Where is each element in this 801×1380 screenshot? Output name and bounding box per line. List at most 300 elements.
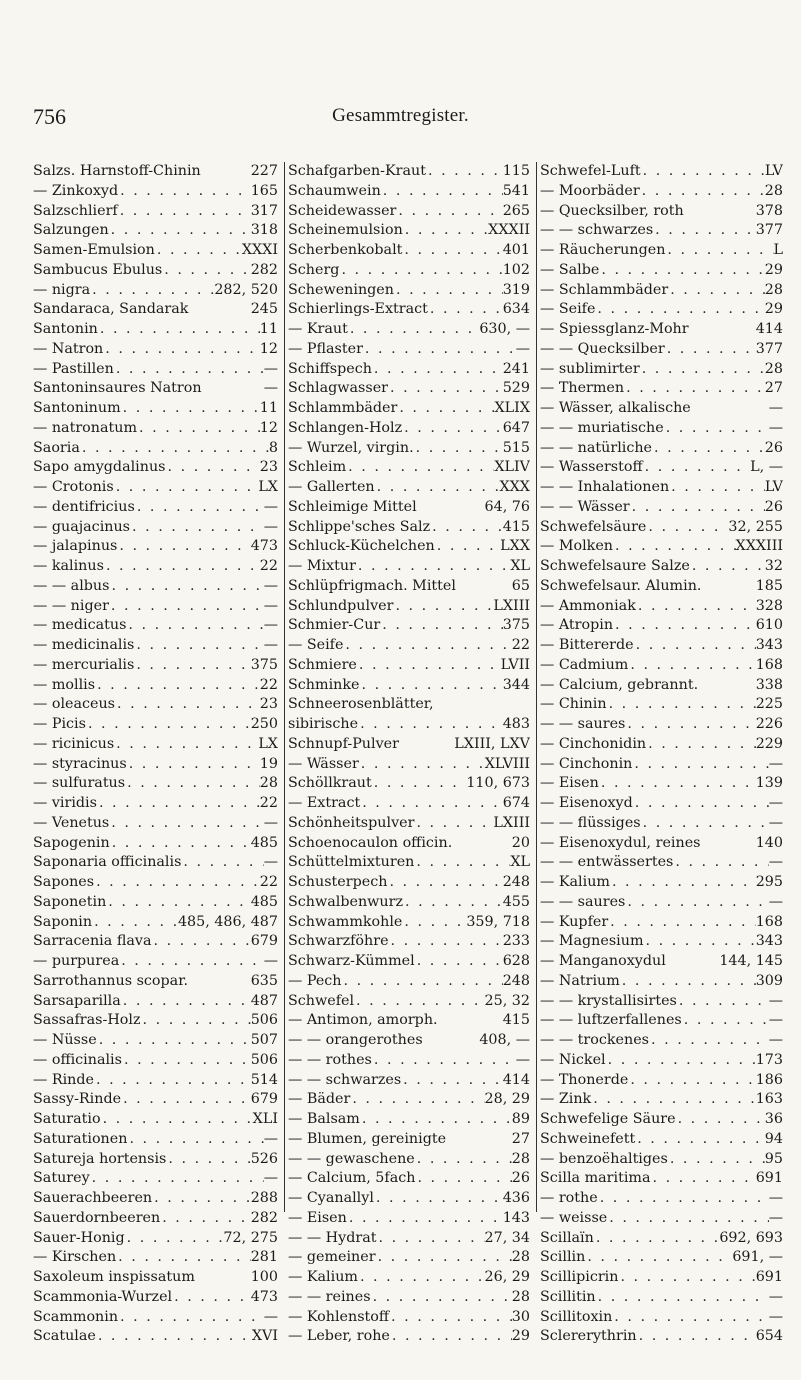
index-term: — Antimon, amorph. (288, 1012, 438, 1029)
index-entry (288, 557, 530, 577)
index-term: — guajacinus (33, 518, 131, 535)
index-entry (288, 992, 530, 1012)
leader-dots (376, 1248, 512, 1268)
index-term: Salzschlierf (33, 202, 118, 219)
page-reference: 22 (259, 874, 278, 890)
leader-dots (356, 557, 510, 577)
page-reference: LXIII, LXV (454, 735, 530, 752)
leader-dots (646, 518, 728, 538)
index-entry (288, 676, 530, 696)
page-reference: 26 (764, 439, 783, 456)
index-term: Schweinefett (540, 1130, 636, 1147)
index-entry (33, 379, 278, 399)
leader-dots (435, 537, 500, 557)
index-term: — Zinkoxyd (33, 182, 119, 199)
page-reference: 248 (502, 874, 530, 890)
leader-dots (624, 379, 765, 399)
page-reference: — (263, 577, 278, 594)
index-entry (288, 1110, 530, 1130)
leader-dots (357, 656, 501, 676)
page-reference: 32, 255 (728, 518, 783, 535)
page-reference: 12 (259, 340, 278, 357)
index-entry (540, 498, 783, 518)
index-entry (33, 1268, 278, 1288)
page-reference: 414 (502, 1071, 530, 1088)
leader-dots (610, 873, 756, 893)
index-term: Schmier-Cur (288, 617, 381, 634)
index-entry (540, 261, 783, 281)
page-reference: 28 (511, 1249, 530, 1266)
index-entry (540, 182, 783, 202)
index-entry (33, 656, 278, 676)
page-reference: 282 (250, 1209, 278, 1226)
index-term: Schlammbäder (288, 400, 398, 416)
index-term: — Molken (540, 538, 613, 555)
index-entry (540, 340, 783, 360)
index-entry (540, 1090, 783, 1110)
page-reference: 20 (511, 834, 530, 851)
page-reference: — (263, 854, 278, 871)
index-entry (288, 1150, 530, 1170)
index-entry (33, 557, 278, 577)
index-term: — — luftzerfallenes (540, 1012, 682, 1029)
page-reference: 377 (755, 222, 783, 239)
index-term: — sublimirter (540, 360, 640, 377)
page-reference: 19 (259, 755, 278, 772)
index-term: — nigra (33, 281, 91, 298)
index-entry (33, 992, 278, 1012)
page-reference: 378 (755, 202, 783, 219)
page-reference: 144, 145 (719, 953, 783, 969)
page-reference: 23 (259, 459, 278, 476)
page-reference: 328 (755, 597, 783, 614)
index-entry (540, 1308, 783, 1328)
leader-dots (401, 1071, 503, 1091)
leader-dots (402, 241, 502, 261)
page-reference: 507 (250, 1032, 278, 1048)
page-reference: 29 (511, 1328, 530, 1345)
index-entry (540, 814, 783, 834)
page-reference: — (263, 1308, 278, 1325)
leader-dots (115, 695, 260, 715)
page-reference: 483 (502, 716, 530, 732)
leader-dots (402, 913, 466, 933)
index-term: Schoenocaulon officin. (288, 834, 453, 851)
page-reference: 343 (755, 933, 783, 950)
index-entry (33, 695, 278, 715)
index-entry (540, 597, 783, 617)
page-reference: 674 (502, 795, 530, 811)
index-entry (288, 873, 530, 893)
leader-dots (347, 1209, 503, 1229)
index-entry (540, 300, 783, 320)
page-reference: 29 (764, 261, 783, 278)
index-term: — Cinchonin (540, 755, 633, 772)
index-term: — Schlammbäder (540, 281, 669, 298)
page-reference: — (263, 380, 278, 397)
index-entry (540, 1051, 783, 1071)
index-entry (33, 873, 278, 893)
index-entry (33, 616, 278, 636)
index-entry (33, 1031, 278, 1051)
index-term: — Eisenoxyd (540, 795, 633, 811)
leader-dots (637, 1327, 756, 1347)
leader-dots (80, 439, 269, 459)
index-term: — Rinde (33, 1071, 94, 1088)
leader-dots (122, 1051, 251, 1071)
page-reference: 281 (250, 1249, 278, 1266)
page-reference: — (768, 1190, 783, 1206)
page-reference: 72, 275 (223, 1229, 278, 1246)
index-term: Saxoleum inspissatum (33, 1269, 195, 1285)
leader-dots (608, 913, 756, 933)
page-reference: 186 (755, 1071, 783, 1088)
page-reference: LX (258, 479, 278, 495)
index-entry (540, 162, 783, 182)
index-term: Saturationen (33, 1130, 128, 1147)
page-reference: 94 (764, 1130, 783, 1147)
index-entry (540, 972, 783, 992)
page-reference: 65 (511, 577, 530, 594)
index-entry (540, 1288, 783, 1308)
page-reference: — (263, 498, 278, 515)
index-entry (33, 676, 278, 696)
index-entry (540, 557, 783, 577)
page-reference: 654 (755, 1328, 783, 1345)
page-reference: 295 (755, 874, 783, 890)
index-term: — Eisenoxydul, reines (540, 834, 701, 851)
leader-dots (668, 1150, 765, 1170)
index-entry (540, 1189, 783, 1209)
index-entry (288, 498, 530, 518)
index-term: — — krystallisirtes (540, 992, 677, 1009)
page-reference: 168 (755, 913, 783, 930)
index-entry (540, 281, 783, 301)
leader-dots (618, 1268, 755, 1288)
page-reference: 343 (755, 637, 783, 653)
index-term: Saponetin (33, 893, 107, 910)
index-term: — Räucherungen (540, 242, 666, 258)
page-reference: 514 (250, 1071, 278, 1088)
leader-dots (665, 241, 773, 261)
leader-dots (137, 419, 260, 439)
page-reference: 28 (764, 360, 783, 377)
leader-dots (649, 1031, 769, 1051)
leader-dots (643, 458, 750, 478)
leader-dots (371, 1288, 512, 1308)
index-entry (288, 1229, 530, 1249)
index-entry (33, 498, 278, 518)
page-reference: 95 (764, 1150, 783, 1167)
index-entry (33, 518, 278, 538)
page-reference: 288 (250, 1190, 278, 1206)
index-term: Schminke (288, 676, 360, 693)
index-term: — Gallerten (288, 479, 375, 495)
index-entry (540, 636, 783, 656)
page-reference: — (768, 893, 783, 910)
index-term: — — Inhalationen (540, 479, 670, 495)
page-reference: 28 (511, 1288, 530, 1305)
index-term: — Ammoniak (540, 597, 636, 614)
index-entry (33, 439, 278, 459)
leader-dots (155, 241, 242, 261)
index-entry (540, 992, 783, 1012)
index-term: — Salbe (540, 261, 600, 278)
page-reference: XLI (252, 1111, 278, 1127)
index-entry (540, 1011, 783, 1031)
page-reference: 25, 32 (484, 992, 530, 1009)
index-entry (33, 853, 278, 873)
leader-dots (160, 1209, 251, 1229)
index-entry (540, 360, 783, 380)
index-entry (540, 1150, 783, 1170)
page-reference: 436 (502, 1190, 530, 1206)
page-reference: 22 (259, 558, 278, 574)
index-entry (33, 1308, 278, 1328)
index-term: Scillaïn (540, 1229, 594, 1246)
page-reference: 338 (755, 676, 783, 693)
index-term: Saturey (33, 1170, 90, 1187)
page-reference: 8 (268, 439, 278, 456)
leader-dots (90, 281, 214, 301)
index-entry (288, 616, 530, 636)
index-term: Schleimige Mittel (288, 498, 417, 515)
index-term: Sassy-Rinde (33, 1091, 122, 1108)
page-reference: XLIV (494, 459, 530, 476)
index-term: sibirische (288, 716, 359, 732)
index-term: Schwefelsäure (540, 518, 647, 535)
index-term: — Calcium, gebrannt. (540, 676, 699, 693)
page-reference: 11 (259, 400, 278, 416)
index-term: — Kraut (288, 321, 348, 337)
index-entry (540, 1229, 783, 1249)
index-entry (33, 774, 278, 794)
page-reference: 100 (250, 1269, 278, 1285)
page-reference: 227 (250, 163, 278, 179)
page-reference: 692, 693 (719, 1229, 783, 1246)
leader-dots (348, 320, 479, 340)
index-entry (33, 182, 278, 202)
page-reference: — (768, 854, 783, 871)
page-reference: 248 (502, 972, 530, 989)
index-entry (288, 202, 530, 222)
leader-dots (690, 557, 765, 577)
index-term: Samen-Emulsion (33, 242, 155, 258)
index-entry (33, 1130, 278, 1150)
index-entry (33, 755, 278, 775)
index-term: — weisse (540, 1209, 608, 1226)
page-reference: 344 (502, 676, 530, 693)
index-term: — sulfuratus (33, 775, 126, 792)
leader-dots (652, 439, 765, 459)
leader-dots (650, 1169, 755, 1189)
index-entry (33, 320, 278, 340)
index-entry (288, 972, 530, 992)
index-entry (288, 241, 530, 261)
index-entry (33, 241, 278, 261)
page-reference: 455 (502, 893, 530, 910)
index-term: — viridis (33, 795, 97, 811)
index-term: — — Wässer (540, 498, 630, 515)
index-term: — oleaceus (33, 696, 116, 713)
leader-dots (625, 893, 768, 913)
index-term: — Atropin (540, 617, 614, 634)
index-entry (540, 794, 783, 814)
index-term: — — albus (33, 577, 110, 594)
page-reference: LXX (500, 538, 530, 555)
index-entry (540, 202, 783, 222)
leader-dots (594, 1229, 720, 1249)
page-reference: 375 (502, 617, 530, 634)
page-reference: 28 (259, 775, 278, 792)
index-term: Santonin (33, 321, 98, 337)
page-reference: 26, 29 (484, 1269, 530, 1285)
page-reference: 415 (502, 1012, 530, 1029)
index-term: Sauerachbeeren (33, 1190, 153, 1206)
leader-dots (141, 1011, 251, 1031)
leader-dots (403, 221, 488, 241)
page-reference: 635 (250, 972, 278, 989)
index-term: Schlüpfrigmach. Mittel (288, 577, 456, 594)
page-reference: — (263, 518, 278, 535)
index-entry (33, 814, 278, 834)
index-entry (540, 774, 783, 794)
leader-dots (414, 439, 503, 459)
index-entry (33, 221, 278, 241)
page-reference: — (768, 1032, 783, 1048)
leader-dots (375, 478, 500, 498)
page-reference: 168 (755, 656, 783, 673)
index-term: Schwarz-Kümmel (288, 953, 415, 969)
page-reference: 485, 486, 487 (177, 913, 278, 930)
index-entry (288, 1011, 530, 1031)
leader-dots (415, 1150, 512, 1170)
leader-dots (94, 1071, 251, 1091)
leader-dots (396, 202, 502, 222)
index-entry (288, 735, 530, 755)
index-term: — Blumen, gereinigte (288, 1130, 447, 1147)
index-entry (33, 1051, 278, 1071)
index-term: — Pech (288, 972, 342, 989)
index-term: Santoninsaures Natron (33, 380, 202, 397)
index-entry (33, 419, 278, 439)
index-term: — Moorbäder (540, 182, 640, 199)
leader-dots (641, 814, 769, 834)
index-term: — Manganoxydul (540, 953, 666, 969)
index-term: — benzoëhaltiges (540, 1150, 668, 1167)
leader-dots (116, 1248, 251, 1268)
leader-dots (414, 853, 510, 873)
index-entry (288, 399, 530, 419)
index-entry (33, 636, 278, 656)
index-term: Sapogenin (33, 834, 110, 851)
index-term: — purpurea (33, 953, 120, 969)
index-term: Scatulae (33, 1328, 96, 1345)
page-reference: 27 (511, 1130, 530, 1147)
index-entry (540, 1169, 783, 1189)
index-term: Schmiere (288, 656, 357, 673)
index-entry (33, 834, 278, 854)
index-term: Scheinemulsion (288, 222, 403, 239)
leader-dots (599, 261, 764, 281)
leader-dots (104, 557, 260, 577)
index-term: — — orangerothes (288, 1032, 423, 1048)
page-reference: 415 (502, 518, 530, 535)
index-term: — — niger (33, 597, 109, 614)
leader-dots (653, 221, 756, 241)
leader-dots (595, 300, 764, 320)
leader-dots (393, 597, 493, 617)
index-entry (33, 952, 278, 972)
leader-dots (613, 537, 736, 557)
page-reference: 110, 673 (466, 775, 530, 792)
page-reference: 375 (250, 656, 278, 673)
leader-dots (677, 992, 769, 1012)
page-reference: LVII (500, 656, 530, 673)
page-reference: 143 (502, 1209, 530, 1226)
page-reference: — (768, 814, 783, 831)
index-term: — Calcium, 5fach (288, 1170, 416, 1187)
page-reference: 359, 718 (466, 913, 530, 930)
index-entry (33, 1209, 278, 1229)
index-entry (288, 281, 530, 301)
leader-dots (118, 1308, 264, 1328)
page-reference: 165 (250, 182, 278, 199)
index-term: Scilla maritima (540, 1170, 651, 1187)
index-entry (288, 1327, 530, 1347)
leader-dots (166, 1150, 250, 1170)
index-entry (33, 735, 278, 755)
index-entry (288, 1051, 530, 1071)
index-entry (288, 1308, 530, 1328)
page-reference: — (768, 1012, 783, 1029)
page-reference: XLVIII (484, 755, 530, 772)
index-term: — — schwarzes (288, 1071, 402, 1088)
leader-dots (394, 281, 503, 301)
index-term: Saponin (33, 913, 93, 930)
index-term: — Kalium (540, 874, 610, 890)
index-term: — Cadmium (540, 656, 629, 673)
page-reference: — (515, 340, 530, 357)
leader-dots (596, 1288, 769, 1308)
page-reference: 22 (259, 795, 278, 811)
leader-dots (97, 1031, 251, 1051)
index-entry (33, 1110, 278, 1130)
leader-dots (359, 676, 502, 696)
index-entry (33, 281, 278, 301)
leader-dots (402, 419, 503, 439)
page-reference: 29 (764, 301, 783, 318)
page-reference: 22 (259, 676, 278, 693)
index-entry (540, 241, 783, 261)
index-term: Saoria (33, 439, 80, 456)
leader-dots (625, 715, 755, 735)
index-term: — Pastillen (33, 360, 114, 377)
index-term: — — muriatische (540, 419, 664, 436)
index-entry (33, 932, 278, 952)
page-reference: 28 (764, 281, 783, 298)
leader-dots (117, 537, 250, 557)
page-reference: XXX (499, 479, 530, 495)
page-reference: 36 (764, 1111, 783, 1127)
index-term: — Extract (288, 795, 361, 811)
index-term: Scammonia-Wurzel (33, 1288, 173, 1305)
leader-dots (109, 577, 263, 597)
page-reference: 628 (502, 953, 530, 969)
leader-dots (106, 893, 250, 913)
page-reference: LX (258, 735, 278, 752)
leader-dots (114, 478, 259, 498)
